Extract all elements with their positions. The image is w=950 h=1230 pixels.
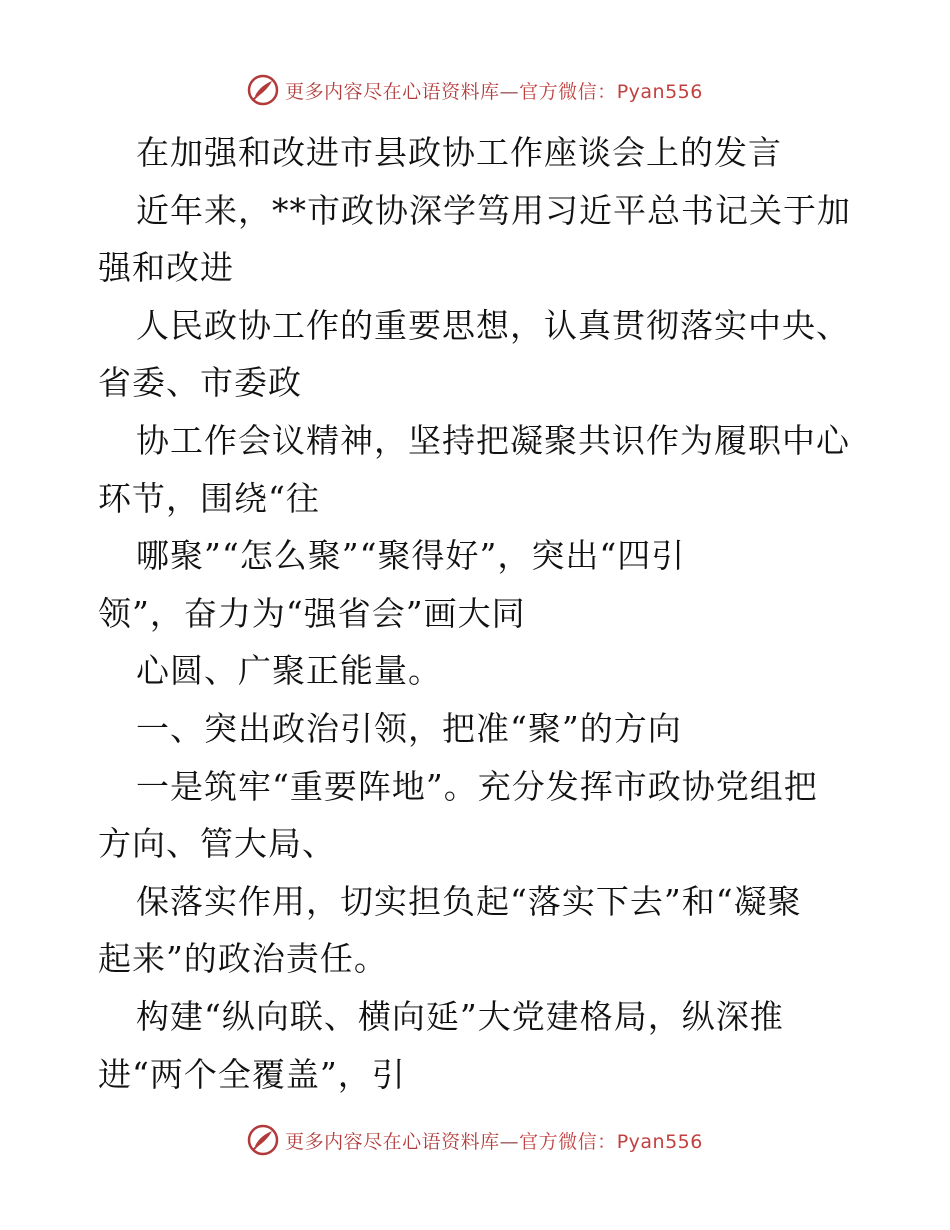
watermark-main-text: 更多内容尽在心语资料库 xyxy=(285,80,500,103)
watermark-contact-id: Pyan556 xyxy=(616,1130,703,1153)
watermark-contact-label: 官方微信： xyxy=(519,1130,617,1153)
section-heading: 一、突出政治引领，把准“聚”的方向 xyxy=(136,708,682,748)
document-body xyxy=(98,124,858,1103)
text-line: 心圆、广聚正能量。 xyxy=(136,651,442,691)
text-line: 省委、市委政 xyxy=(98,363,302,403)
text-line: 一是筑牢“重要阵地”。充分发挥市政协党组把 xyxy=(136,766,818,806)
watermark-main-text: 更多内容尽在心语资料库 xyxy=(285,1130,500,1153)
text-line: 哪聚”“怎么聚”“聚得好”，突出“四引 xyxy=(136,536,686,576)
text-line: 起来”的政治责任。 xyxy=(98,939,388,979)
quill-circle-logo-icon xyxy=(247,1124,279,1156)
text-line: 方向、管大局、 xyxy=(98,824,336,864)
document-title: 在加强和改进市县政协工作座谈会上的发言 xyxy=(136,133,782,172)
text-line: 强和改进 xyxy=(98,248,234,288)
text-line: 协工作会议精神，坚持把凝聚共识作为履职中心 xyxy=(136,420,850,460)
watermark-text xyxy=(285,1127,703,1154)
watermark-separator: — xyxy=(499,1130,520,1153)
text-line: 近年来，**市政协深学笃用习近平总书记关于加 xyxy=(136,190,851,230)
text-line: 领”，奋力为“强省会”画大同 xyxy=(98,593,526,633)
text-line: 进“两个全覆盖”，引 xyxy=(98,1054,406,1094)
watermark-header xyxy=(0,70,950,110)
watermark-separator: — xyxy=(499,80,520,103)
text-line: 保落实作用，切实担负起“落实下去”和“凝聚 xyxy=(136,881,802,921)
quill-circle-logo-icon xyxy=(247,74,279,106)
text-line: 人民政协工作的重要思想，认真贯彻落实中央、 xyxy=(136,305,850,345)
watermark-contact-label: 官方微信： xyxy=(519,80,617,103)
text-line: 环节，围绕“往 xyxy=(98,478,320,518)
text-line: 构建“纵向联、横向延”大党建格局，纵深推 xyxy=(136,996,784,1036)
watermark-contact-id: Pyan556 xyxy=(616,80,703,103)
watermark-text xyxy=(285,77,703,104)
watermark-footer xyxy=(0,1120,950,1160)
